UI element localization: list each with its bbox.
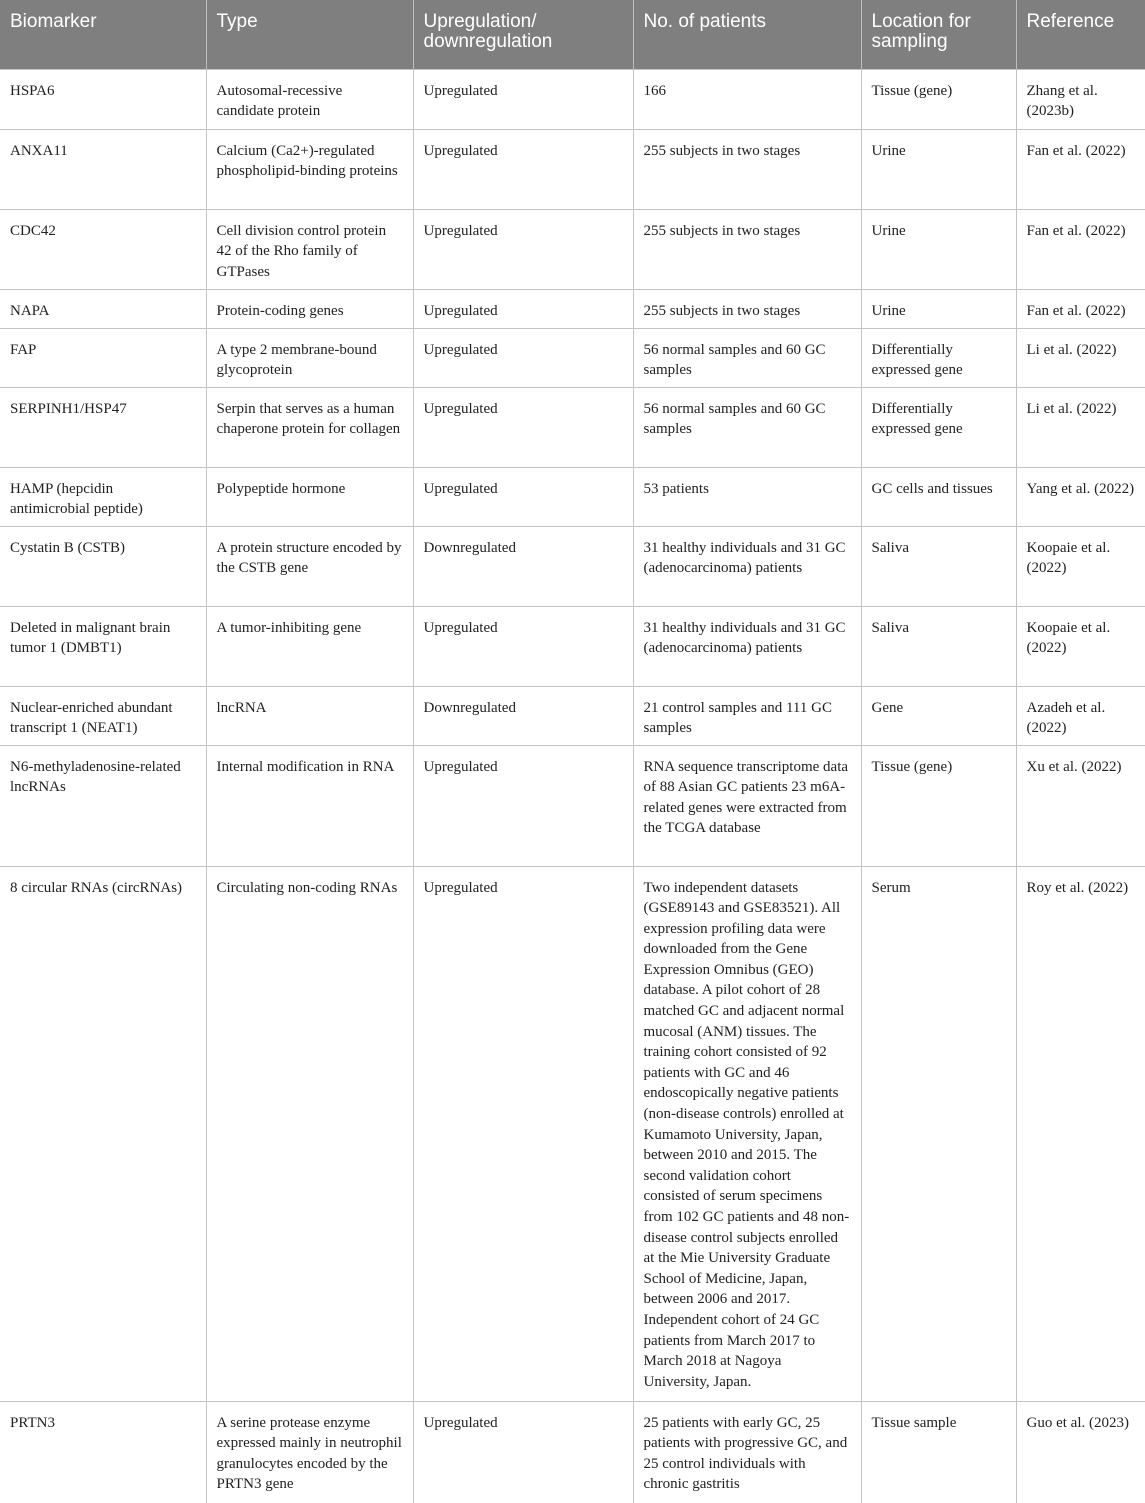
header-biomarker: Biomarker [0, 0, 206, 69]
cell-reference: Li et al. (2022) [1016, 328, 1145, 387]
cell-regulation: Upregulated [413, 209, 633, 289]
table-row [0, 526, 1145, 606]
cell-biomarker: Deleted in malignant brain tumor 1 (DMBT1) [0, 606, 206, 686]
table-row [0, 745, 1145, 866]
cell-patients: Two independent datasets (GSE89143 and GSE83521). All expression profiling data were downloaded from the Gene Expression Omnibus (GEO) database. A pilot cohort of 28 matched GC and adjacent normal mucosal (ANM) tissues. The training cohort consisted of 92 patients with GC and 46 endoscopically negative patients (non-disease controls) enrolled at Kumamoto University, Japan, between 2010 and 2015. The second validation cohort consisted of serum specimens from 102 GC patients and 48 non-disease control subjects enrolled at the Mie University Graduate School of Medicine, Japan, between 2006 and 2017. Independent cohort of 24 GC patients from March 2017 to March 2018 at Nagoya University, Japan. [633, 866, 861, 1401]
cell-regulation: Upregulated [413, 1401, 633, 1503]
cell-regulation: Upregulated [413, 289, 633, 328]
table-row [0, 387, 1145, 467]
cell-location: Tissue (gene) [861, 745, 1016, 866]
cell-patients: 56 normal samples and 60 GC samples [633, 328, 861, 387]
cell-biomarker: NAPA [0, 289, 206, 328]
table-row [0, 606, 1145, 686]
cell-regulation: Upregulated [413, 328, 633, 387]
cell-type: Serpin that serves as a human chaperone protein for collagen [206, 387, 413, 467]
cell-biomarker: PRTN3 [0, 1401, 206, 1503]
cell-patients: 56 normal samples and 60 GC samples [633, 387, 861, 467]
cell-type: A protein structure encoded by the CSTB gene [206, 526, 413, 606]
cell-type: A tumor-inhibiting gene [206, 606, 413, 686]
cell-type: Polypeptide hormone [206, 467, 413, 526]
cell-type: lncRNA [206, 686, 413, 745]
cell-location: Differentially expressed gene [861, 328, 1016, 387]
cell-patients: 166 [633, 69, 861, 129]
cell-type: Cell division control protein 42 of the Rho family of GTPases [206, 209, 413, 289]
cell-location: Urine [861, 289, 1016, 328]
cell-reference: Xu et al. (2022) [1016, 745, 1145, 866]
table-row [0, 289, 1145, 328]
cell-reference: Azadeh et al. (2022) [1016, 686, 1145, 745]
cell-biomarker: CDC42 [0, 209, 206, 289]
cell-patients: 255 subjects in two stages [633, 289, 861, 328]
cell-regulation: Upregulated [413, 387, 633, 467]
cell-patients: RNA sequence transcriptome data of 88 Asian GC patients 23 m6A-related genes were extracted from the TCGA database [633, 745, 861, 866]
table-row [0, 69, 1145, 129]
cell-biomarker: Cystatin B (CSTB) [0, 526, 206, 606]
cell-type: Internal modification in RNA [206, 745, 413, 866]
table-row [0, 686, 1145, 745]
cell-regulation: Upregulated [413, 129, 633, 209]
cell-patients: 31 healthy individuals and 31 GC (adenocarcinoma) patients [633, 606, 861, 686]
cell-patients: 25 patients with early GC, 25 patients with progressive GC, and 25 control individuals with chronic gastritis [633, 1401, 861, 1503]
header-row [0, 0, 1145, 69]
table-row [0, 129, 1145, 209]
cell-regulation: Downregulated [413, 526, 633, 606]
table-row [0, 1401, 1145, 1503]
cell-type: A type 2 membrane-bound glycoprotein [206, 328, 413, 387]
cell-location: Saliva [861, 526, 1016, 606]
cell-type: Protein-coding genes [206, 289, 413, 328]
cell-location: Serum [861, 866, 1016, 1401]
cell-reference: Koopaie et al. (2022) [1016, 606, 1145, 686]
table-body [0, 69, 1145, 1503]
cell-location: Saliva [861, 606, 1016, 686]
table-header [0, 0, 1145, 69]
table-row [0, 328, 1145, 387]
cell-regulation: Upregulated [413, 606, 633, 686]
table-row [0, 467, 1145, 526]
cell-regulation: Upregulated [413, 467, 633, 526]
cell-location: Gene [861, 686, 1016, 745]
cell-location: Tissue (gene) [861, 69, 1016, 129]
cell-patients: 21 control samples and 111 GC samples [633, 686, 861, 745]
header-type: Type [206, 0, 413, 69]
cell-regulation: Downregulated [413, 686, 633, 745]
header-patients: No. of patients [633, 0, 861, 69]
cell-patients: 255 subjects in two stages [633, 129, 861, 209]
cell-reference: Li et al. (2022) [1016, 387, 1145, 467]
cell-location: Urine [861, 129, 1016, 209]
cell-biomarker: ANXA11 [0, 129, 206, 209]
header-reference: Reference [1016, 0, 1145, 69]
cell-biomarker: FAP [0, 328, 206, 387]
cell-reference: Fan et al. (2022) [1016, 289, 1145, 328]
cell-type: Autosomal-recessive candidate protein [206, 69, 413, 129]
cell-location: Urine [861, 209, 1016, 289]
cell-patients: 255 subjects in two stages [633, 209, 861, 289]
cell-patients: 31 healthy individuals and 31 GC (adenocarcinoma) patients [633, 526, 861, 606]
header-location: Location for sampling [861, 0, 1016, 69]
cell-regulation: Upregulated [413, 866, 633, 1401]
cell-biomarker: HSPA6 [0, 69, 206, 129]
table-row [0, 209, 1145, 289]
cell-patients: 53 patients [633, 467, 861, 526]
cell-biomarker: HAMP (hepcidin antimicrobial peptide) [0, 467, 206, 526]
cell-biomarker: 8 circular RNAs (circRNAs) [0, 866, 206, 1401]
cell-type: A serine protease enzyme expressed mainly in neutrophil granulocytes encoded by the PRTN3 gene [206, 1401, 413, 1503]
cell-reference: Roy et al. (2022) [1016, 866, 1145, 1401]
cell-biomarker: N6-methyladenosine-related lncRNAs [0, 745, 206, 866]
cell-reference: Koopaie et al. (2022) [1016, 526, 1145, 606]
cell-reference: Guo et al. (2023) [1016, 1401, 1145, 1503]
cell-location: GC cells and tissues [861, 467, 1016, 526]
cell-reference: Yang et al. (2022) [1016, 467, 1145, 526]
cell-location: Tissue sample [861, 1401, 1016, 1503]
cell-reference: Zhang et al. (2023b) [1016, 69, 1145, 129]
cell-location: Differentially expressed gene [861, 387, 1016, 467]
cell-biomarker: Nuclear-enriched abundant transcript 1 (NEAT1) [0, 686, 206, 745]
cell-regulation: Upregulated [413, 69, 633, 129]
cell-reference: Fan et al. (2022) [1016, 209, 1145, 289]
cell-biomarker: SERPINH1/HSP47 [0, 387, 206, 467]
table-row [0, 866, 1145, 1401]
cell-regulation: Upregulated [413, 745, 633, 866]
cell-type: Circulating non-coding RNAs [206, 866, 413, 1401]
header-regulation: Upregulation/ downregulation [413, 0, 633, 69]
cell-reference: Fan et al. (2022) [1016, 129, 1145, 209]
cell-type: Calcium (Ca2+)-regulated phospholipid-binding proteins [206, 129, 413, 209]
